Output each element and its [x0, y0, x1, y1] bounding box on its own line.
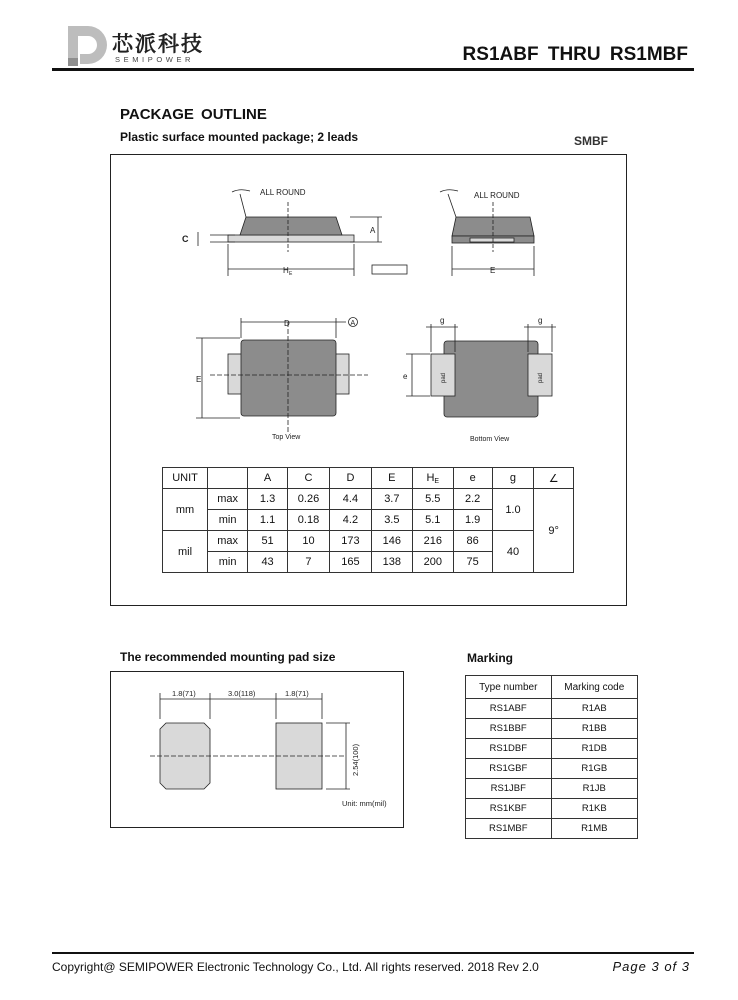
pad-right-label: pad [538, 372, 544, 383]
table-row: mm max 1.3 0.26 4.4 3.7 5.5 2.2 1.0 9° [163, 489, 574, 510]
all-round-label-2: ALL ROUND [474, 191, 520, 200]
mounting-pad-heading: The recommended mounting pad size [120, 650, 336, 664]
table-row: RS1ABF R1AB [466, 699, 638, 719]
angle-value: 9° [534, 489, 574, 573]
company-name-cn: 芯派科技 [112, 32, 204, 56]
th-e: E [371, 468, 412, 489]
dim-g-right-label: g [538, 316, 543, 325]
bottom-view-caption: Bottom View [470, 436, 510, 443]
th-type [208, 468, 248, 489]
dim-he-sub: E [289, 271, 293, 277]
document-title: RS1ABF THRU RS1MBF [462, 44, 688, 65]
th-marking-code: Marking code [551, 676, 637, 699]
th-a: A [248, 468, 288, 489]
package-outline-subheading: Plastic surface mounted package; 2 leads [120, 130, 359, 144]
dim-e-topview-label: E [196, 375, 202, 384]
dim-a-label: A [370, 226, 376, 235]
page-number: Page 3 of 3 [612, 959, 690, 974]
company-name-en: SEMIPOWER [115, 55, 195, 64]
pad-width-label-2: 1.8(71) [285, 689, 309, 698]
table-row: RS1KBF R1KB [466, 799, 638, 819]
package-outline-drawing [110, 154, 627, 454]
th-c: C [287, 468, 329, 489]
pad-height-label: 2.54(100) [351, 743, 360, 776]
pad-gap-label: 3.0(118) [228, 689, 256, 698]
th-angle: ∠ [534, 468, 574, 489]
dim-d-label: D [284, 319, 290, 328]
th-d: D [330, 468, 372, 489]
table-row: RS1JBF R1JB [466, 779, 638, 799]
semipower-logo-icon [62, 22, 110, 68]
dim-g-left-label: g [440, 316, 445, 325]
table-row: min 1.1 0.18 4.2 3.5 5.1 1.9 [163, 510, 574, 531]
table-row: RS1GBF R1GB [466, 759, 638, 779]
footer-rule [52, 952, 694, 954]
dim-e-label: E [490, 266, 496, 275]
unit-note: Unit: mm(mil) [342, 799, 387, 808]
marking-table [465, 675, 638, 839]
th-unit: UNIT [163, 468, 208, 489]
mounting-pad-drawing [110, 671, 404, 828]
th-e-small: e [453, 468, 492, 489]
table-row: min 43 7 165 138 200 75 [163, 552, 574, 573]
dimension-table [162, 467, 574, 573]
marking-heading: Marking [467, 651, 514, 665]
copyright-text: Copyright@ SEMIPOWER Electronic Technology Co., Ltd. All rights reserved. 2018 Rev 2.0 [52, 960, 539, 974]
package-outline-heading: PACKAGE OUTLINE [120, 106, 267, 123]
th-type-number: Type number [466, 676, 552, 699]
datum-a-label: A [350, 320, 356, 327]
dim-e-small-label: e [403, 372, 408, 381]
package-name: SMBF [574, 134, 608, 148]
all-round-label-1: ALL ROUND [260, 188, 306, 197]
table-row: mil max 51 10 173 146 216 86 40 [163, 531, 574, 552]
table-row: RS1DBF R1DB [466, 739, 638, 759]
pad-width-label-1: 1.8(71) [172, 689, 196, 698]
table-row: RS1BBF R1BB [466, 719, 638, 739]
top-view-caption: Top View [272, 434, 301, 441]
dim-he-label: H [283, 266, 289, 275]
dim-c-label: C [182, 234, 189, 244]
th-g: g [492, 468, 534, 489]
pad-left-label: pad [441, 372, 447, 383]
header-rule [52, 68, 694, 71]
th-he: HE [412, 468, 453, 489]
table-row: RS1MBF R1MB [466, 819, 638, 839]
